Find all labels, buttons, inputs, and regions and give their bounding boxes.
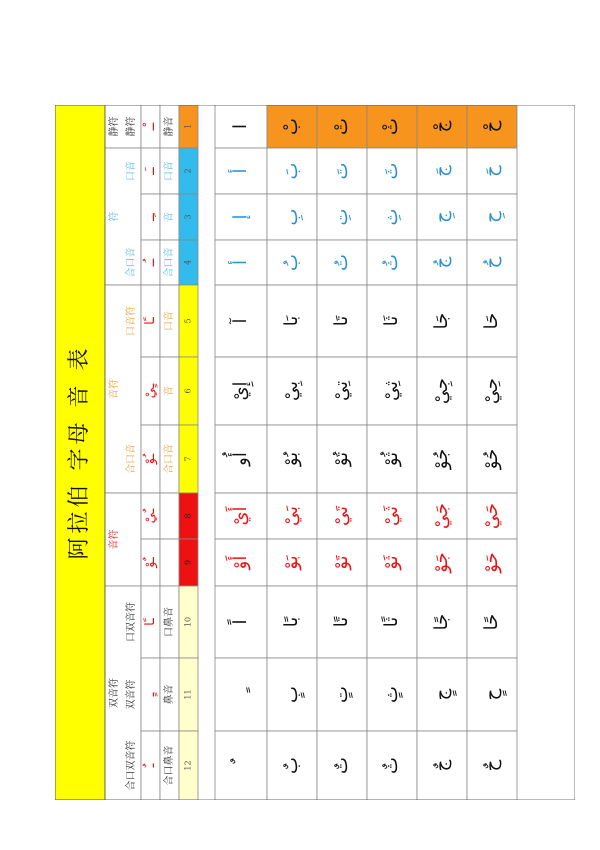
- column-sub-10: 口鼻音: [164, 607, 175, 637]
- cell-text-r6-c12: حٌ: [481, 759, 502, 772]
- column-sub-3: 音: [164, 212, 175, 222]
- cell-text-r3-c10: تًا: [331, 616, 352, 628]
- cell-text-r3-c3: تِ: [331, 208, 352, 226]
- cell-text-r3-c6: تِيْ: [331, 380, 352, 402]
- cell-text-r2-c12: بٌ: [281, 757, 302, 774]
- column-symbol-1: ـْـ: [143, 122, 158, 131]
- cell-text-r6-c6: حِيْ: [481, 377, 502, 405]
- column-name-2: 口音: [126, 161, 137, 181]
- column-name-5: 口音符: [126, 306, 137, 336]
- cell-text-r4-c3: ثِ: [381, 208, 402, 226]
- group-label-g3: 音符: [109, 379, 120, 399]
- cell-text-r2-c5: بَا: [281, 315, 302, 327]
- column-name-4: 合口音: [126, 247, 137, 278]
- column-symbol-2: ـَـ: [143, 167, 158, 175]
- cell-text-r5-c5: جَا: [431, 312, 452, 330]
- column-sub-6: 音: [164, 386, 175, 396]
- cell-text-r6-c10: حًا: [481, 613, 502, 631]
- column-symbol-10: ـًا: [143, 618, 158, 626]
- cell-text-r3-c8: تَيْ: [331, 505, 352, 527]
- cell-text-r5-c12: جٌ: [431, 759, 452, 772]
- table-title: 阿拉伯 字母 音 表: [67, 344, 92, 560]
- column-symbol-5: ـًا: [143, 317, 158, 325]
- sub-cell-9: [160, 539, 179, 586]
- column-symbol-3: ـِـ: [143, 213, 158, 221]
- cell-text-r1-c6: إِيْ: [230, 381, 251, 401]
- cell-text-r4-c10: ثًا: [381, 616, 402, 628]
- column-number-9: 9: [183, 559, 193, 566]
- column-sub-1: 静音: [164, 116, 175, 137]
- alphabet-table: [55, 105, 575, 800]
- cell-text-r5-c9: جَوْ: [431, 552, 452, 573]
- column-name-7: 合口音: [126, 444, 137, 474]
- column-symbol-11: ـٍ: [143, 692, 158, 697]
- column-symbol-6: ـٍيْ: [143, 383, 158, 399]
- column-number-8: 8: [183, 513, 193, 519]
- cell-text-r5-c2: جَ: [431, 165, 452, 177]
- column-number-3: 3: [183, 214, 193, 220]
- column-symbol-8: ـٌيْ: [143, 508, 158, 524]
- column-symbol-12: ـٌ: [143, 763, 158, 768]
- cell-text-r1-c7: أُو: [230, 452, 251, 466]
- column-number-4: 4: [183, 259, 193, 266]
- cell-r1-c12: [215, 731, 267, 800]
- cell-text-r2-c3: بِ: [281, 208, 302, 226]
- column-number-10: 10: [183, 616, 193, 628]
- column-number-2: 2: [183, 168, 193, 174]
- cell-text-r5-c1: جْ: [431, 120, 452, 133]
- cell-text-r3-c1: تْ: [331, 118, 352, 135]
- column-name-11: 双音符: [126, 679, 137, 710]
- cell-text-r4-c12: ثٌ: [381, 757, 402, 774]
- group-label-g5: 双音符: [109, 678, 120, 708]
- cell-text-r2-c4: بُ: [281, 254, 302, 271]
- cell-text-r6-c8: حَيْ: [481, 502, 502, 530]
- cell-text-r5-c6: جِيْ: [431, 377, 452, 405]
- cell-text-r1-c9: أَوْ: [230, 555, 251, 570]
- cell-text-r2-c11: بٍ: [281, 686, 302, 703]
- column-number-5: 5: [183, 318, 193, 324]
- cell-text-r3-c4: تُ: [331, 254, 352, 271]
- column-number-1: 1: [183, 123, 193, 130]
- cell-text-r4-c6: ثِيْ: [381, 380, 402, 402]
- column-name-1: 静符: [126, 116, 137, 137]
- cell-text-r5-c4: جُ: [431, 256, 452, 269]
- cell-text-r5-c10: جًا: [431, 613, 452, 631]
- column-number-6: 6: [183, 388, 193, 394]
- cell-text-r6-c9: حَوْ: [481, 552, 502, 573]
- cell-text-r4-c1: ثْ: [381, 118, 402, 135]
- cell-text-r6-c7: حُوْ: [481, 448, 502, 470]
- column-sub-11: 鼻音: [164, 684, 175, 705]
- cell-text-r1-c1: ا: [230, 123, 251, 130]
- cell-text-r6-c2: حَ: [481, 165, 502, 177]
- group-label-g4: 音符: [109, 529, 120, 550]
- column-sub-7: 合口音: [164, 444, 175, 474]
- cell-text-r2-c9: بَوْ: [281, 555, 302, 570]
- cell-text-r1-c4: أ: [230, 259, 251, 266]
- column-sub-5: 口音: [164, 311, 175, 331]
- cell-text-r6-c1: حْ: [481, 120, 502, 133]
- cell-text-r2-c2: بَ: [281, 162, 302, 180]
- cell-text-r4-c8: ثَيْ: [381, 505, 402, 527]
- cell-text-r6-c5: حَا: [481, 312, 502, 330]
- column-number-7: 7: [183, 456, 193, 462]
- cell-text-r3-c9: تَوْ: [331, 555, 352, 570]
- cell-text-r5-c3: جِ: [431, 211, 452, 223]
- group-label-g1: 静符: [109, 116, 120, 137]
- cell-text-r4-c4: ثُ: [381, 254, 402, 271]
- cell-text-r1-c8: أَيْ: [230, 506, 251, 526]
- cell-text-r4-c2: ثَ: [381, 162, 402, 180]
- cell-text-r6-c4: حُ: [481, 256, 502, 269]
- cell-text-r2-c10: بًا: [281, 616, 302, 628]
- cell-text-r3-c5: تَا: [331, 315, 352, 327]
- cell-text-r5-c7: جُوْ: [431, 448, 452, 470]
- cell-text-r2-c8: بَيْ: [281, 505, 302, 527]
- cell-text-r1-c3: إ: [230, 214, 251, 220]
- cell-text-r6-c3: حِ: [481, 211, 502, 223]
- column-symbol-7: ـُوْ: [143, 453, 158, 465]
- sub-cell-8: [160, 493, 179, 539]
- column-number-11: 11: [183, 689, 193, 700]
- table-grid: [105, 105, 575, 800]
- cell-text-r1-c5: آ: [230, 318, 251, 324]
- cell-text-r3-c11: تٍ: [331, 686, 352, 703]
- cell-text-r1-c10: اً: [230, 619, 251, 625]
- cell-text-r2-c1: بْ: [281, 118, 302, 135]
- column-symbol-4: ـُـ: [143, 258, 158, 267]
- column-sub-2: 口音: [164, 161, 175, 181]
- cell-text-r3-c12: تٌ: [331, 757, 352, 774]
- column-sub-12: 合口鼻音: [164, 745, 175, 786]
- column-name-12: 合口双音符: [126, 740, 137, 791]
- column-symbol-9: ـٌوْ: [143, 557, 158, 568]
- cell-text-r3-c2: تَ: [331, 162, 352, 180]
- cell-text-r1-c2: أ: [230, 168, 251, 174]
- group-label-g2: 符: [109, 211, 120, 222]
- cell-text-r4-c5: ثَا: [381, 315, 402, 327]
- cell-text-r6-c11: حٍ: [481, 688, 502, 701]
- cell-text-r4-c7: ثُوْ: [381, 451, 402, 467]
- cell-text-r3-c7: تُوْ: [331, 451, 352, 467]
- cell-text-r5-c8: جَيْ: [431, 502, 452, 530]
- column-number-12: 12: [183, 760, 193, 771]
- cell-text-r4-c9: ثَوْ: [381, 555, 402, 570]
- column-sub-4: 合口音: [164, 247, 175, 278]
- column-name-10: 口双音符: [126, 602, 137, 642]
- cell-text-r5-c11: جٍ: [431, 688, 452, 701]
- cell-r1-c11: [215, 658, 267, 731]
- cell-text-r2-c7: بُوْ: [281, 451, 302, 467]
- cell-text-r4-c11: ثٍ: [381, 686, 402, 703]
- cell-text-r2-c6: بِيْ: [281, 380, 302, 402]
